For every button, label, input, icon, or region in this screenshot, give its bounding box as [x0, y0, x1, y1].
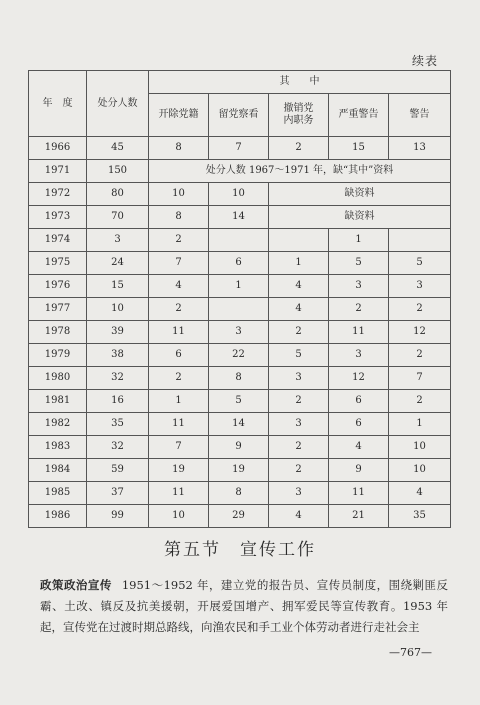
cell-count: 32 [87, 436, 149, 459]
cell-value: 1 [269, 252, 329, 275]
cell-value: 8 [209, 482, 269, 505]
table-row [29, 183, 451, 206]
table-row [29, 321, 451, 344]
cell-year: 1983 [29, 436, 87, 459]
cell-value: 8 [209, 367, 269, 390]
body-paragraph [40, 575, 448, 638]
cell-value: 4 [269, 298, 329, 321]
table-row [29, 459, 451, 482]
table-row [29, 229, 451, 252]
cell-note: 处分人数 1967～1971 年，缺“其中”资料 [149, 160, 451, 183]
cell-value: 13 [389, 137, 451, 160]
cell-value: 6 [329, 390, 389, 413]
cell-count: 37 [87, 482, 149, 505]
cell-value: 3 [329, 275, 389, 298]
cell-value: 2 [269, 137, 329, 160]
subheader-expel: 开除党籍 [149, 94, 209, 137]
subheader-probation: 留党察看 [209, 94, 269, 137]
cell-value: 4 [329, 436, 389, 459]
cell-year: 1971 [29, 160, 87, 183]
subheader-serious-warning: 严重警告 [329, 94, 389, 137]
cell-value: 12 [329, 367, 389, 390]
cell-value: 11 [329, 482, 389, 505]
cell-value: 9 [209, 436, 269, 459]
cell-value: 7 [149, 436, 209, 459]
cell-year: 1982 [29, 413, 87, 436]
cell-value: 2 [149, 367, 209, 390]
cell-value: 29 [209, 505, 269, 528]
header-year: 年 度 [29, 71, 87, 137]
table-row [29, 160, 451, 183]
cell-year: 1986 [29, 505, 87, 528]
table-row [29, 413, 451, 436]
table-row [29, 252, 451, 275]
table-row [29, 137, 451, 160]
cell-value: 7 [149, 252, 209, 275]
table-row [29, 505, 451, 528]
table-row [29, 275, 451, 298]
section-title: 第五节 宣传工作 [164, 540, 316, 560]
cell-value: 1 [329, 229, 389, 252]
cell-year: 1981 [29, 390, 87, 413]
continued-label: 续表 [411, 54, 438, 68]
cell-count: 3 [87, 229, 149, 252]
cell-value: 15 [329, 137, 389, 160]
cell-value: 5 [329, 252, 389, 275]
cell-value: 21 [329, 505, 389, 528]
cell-year: 1977 [29, 298, 87, 321]
page-number: —767— [389, 646, 432, 659]
table-row [29, 206, 451, 229]
table-row [29, 367, 451, 390]
cell-value: 10 [389, 459, 451, 482]
cell-value: 6 [149, 344, 209, 367]
cell-value: 19 [149, 459, 209, 482]
table-row [29, 390, 451, 413]
cell-year: 1978 [29, 321, 87, 344]
cell-value: 4 [269, 505, 329, 528]
cell-count: 38 [87, 344, 149, 367]
cell-value: 2 [389, 298, 451, 321]
cell-value: 1 [209, 275, 269, 298]
cell-count: 32 [87, 367, 149, 390]
cell-value: 3 [329, 344, 389, 367]
cell-value: 1 [389, 413, 451, 436]
cell-value [209, 298, 269, 321]
cell-value: 7 [389, 367, 451, 390]
cell-count: 24 [87, 252, 149, 275]
cell-year: 1972 [29, 183, 87, 206]
cell-value: 8 [149, 206, 209, 229]
cell-value: 3 [269, 413, 329, 436]
cell-value: 6 [209, 252, 269, 275]
cell-value [389, 229, 451, 252]
cell-value: 5 [389, 252, 451, 275]
table-row [29, 344, 451, 367]
cell-count: 59 [87, 459, 149, 482]
cell-value: 10 [209, 183, 269, 206]
cell-value: 2 [269, 436, 329, 459]
cell-value: 2 [389, 390, 451, 413]
cell-value: 4 [389, 482, 451, 505]
cell-year: 1985 [29, 482, 87, 505]
cell-note: 缺资料 [269, 206, 451, 229]
cell-value: 10 [149, 183, 209, 206]
cell-year: 1979 [29, 344, 87, 367]
disciplinary-stats-table [28, 70, 451, 528]
cell-value: 2 [269, 459, 329, 482]
cell-year: 1966 [29, 137, 87, 160]
table-row [29, 436, 451, 459]
cell-value: 22 [209, 344, 269, 367]
cell-value: 1 [149, 390, 209, 413]
cell-value: 7 [209, 137, 269, 160]
cell-year: 1975 [29, 252, 87, 275]
cell-value: 2 [329, 298, 389, 321]
cell-value: 11 [149, 321, 209, 344]
header-group: 其 中 [149, 71, 451, 94]
cell-year: 1984 [29, 459, 87, 482]
cell-value: 3 [269, 367, 329, 390]
cell-value: 14 [209, 413, 269, 436]
cell-value: 11 [329, 321, 389, 344]
cell-value: 3 [389, 275, 451, 298]
cell-count: 10 [87, 298, 149, 321]
cell-value: 4 [149, 275, 209, 298]
cell-value [269, 229, 329, 252]
header-count: 处分人数 [87, 71, 149, 137]
table-row [29, 298, 451, 321]
cell-count: 80 [87, 183, 149, 206]
cell-value: 10 [149, 505, 209, 528]
table-row [29, 482, 451, 505]
cell-value: 2 [149, 298, 209, 321]
cell-count: 45 [87, 137, 149, 160]
cell-value: 11 [149, 482, 209, 505]
cell-value: 19 [209, 459, 269, 482]
subheader-warning: 警告 [389, 94, 451, 137]
paragraph-text: 1951～1952 年，建立党的报告员、宣传员制度，围绕剿匪反霸、土改、镇反及抗美援朝，开展爱国增产、拥军爱民等宣传教育。1953 年起，宣传党在过渡时期总路线，向渔农民和手工业个体劳动者进行走社会主 [40, 578, 449, 634]
cell-year: 1974 [29, 229, 87, 252]
cell-value: 3 [269, 482, 329, 505]
cell-year: 1973 [29, 206, 87, 229]
cell-value: 2 [149, 229, 209, 252]
cell-value [209, 229, 269, 252]
cell-value: 35 [389, 505, 451, 528]
cell-value: 5 [269, 344, 329, 367]
cell-value: 14 [209, 206, 269, 229]
cell-value: 12 [389, 321, 451, 344]
cell-count: 15 [87, 275, 149, 298]
cell-value: 2 [269, 321, 329, 344]
cell-year: 1980 [29, 367, 87, 390]
cell-count: 150 [87, 160, 149, 183]
cell-value: 9 [329, 459, 389, 482]
cell-value: 2 [269, 390, 329, 413]
cell-value: 3 [209, 321, 269, 344]
cell-value: 4 [269, 275, 329, 298]
cell-count: 39 [87, 321, 149, 344]
cell-value: 8 [149, 137, 209, 160]
cell-count: 16 [87, 390, 149, 413]
cell-count: 35 [87, 413, 149, 436]
paragraph-lead: 政策政治宣传 [40, 578, 112, 592]
subheader-removal: 撤销党 内职务 [269, 94, 329, 137]
cell-note: 缺资料 [269, 183, 451, 206]
cell-year: 1976 [29, 275, 87, 298]
cell-value: 6 [329, 413, 389, 436]
cell-value: 11 [149, 413, 209, 436]
cell-count: 70 [87, 206, 149, 229]
cell-value: 2 [389, 344, 451, 367]
cell-count: 99 [87, 505, 149, 528]
cell-value: 5 [209, 390, 269, 413]
cell-value: 10 [389, 436, 451, 459]
